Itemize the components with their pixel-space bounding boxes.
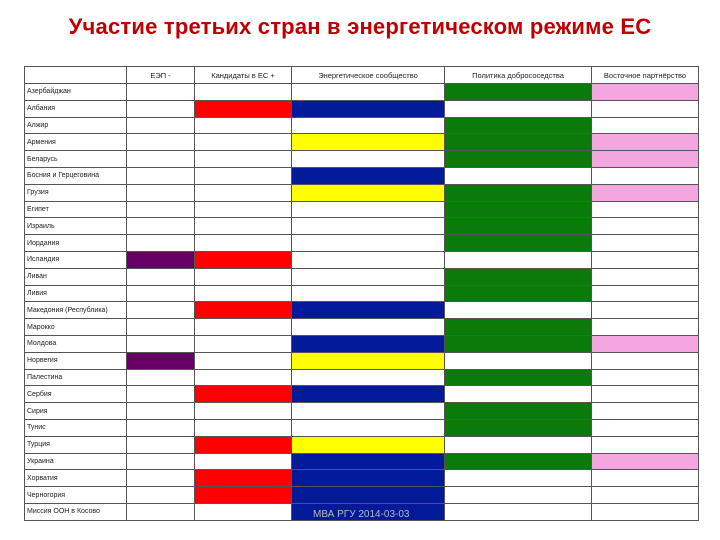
status-cell-pink bbox=[592, 84, 699, 101]
table-row bbox=[25, 151, 699, 168]
table-row bbox=[25, 335, 699, 352]
status-cell-empty bbox=[292, 251, 445, 268]
status-cell-empty bbox=[195, 184, 292, 201]
status-cell-yellow bbox=[292, 436, 445, 453]
status-cell-red bbox=[195, 100, 292, 117]
status-cell-blue bbox=[292, 100, 445, 117]
status-cell-empty bbox=[445, 470, 592, 487]
table-row bbox=[25, 117, 699, 134]
country-name: Сирия bbox=[25, 403, 127, 420]
status-cell-green bbox=[445, 453, 592, 470]
status-cell-empty bbox=[195, 167, 292, 184]
status-cell-empty bbox=[592, 100, 699, 117]
status-cell-empty bbox=[127, 436, 195, 453]
country-name: Черногория bbox=[25, 487, 127, 504]
status-cell-empty bbox=[195, 285, 292, 302]
table-row bbox=[25, 419, 699, 436]
status-cell-blue bbox=[292, 487, 445, 504]
table-row bbox=[25, 167, 699, 184]
country-name: Босния и Герцеговина bbox=[25, 167, 127, 184]
status-cell-empty bbox=[592, 302, 699, 319]
country-name: Ливия bbox=[25, 285, 127, 302]
status-cell-empty bbox=[195, 218, 292, 235]
country-name: Норвегия bbox=[25, 352, 127, 369]
status-cell-empty bbox=[445, 302, 592, 319]
country-name: Исландия bbox=[25, 251, 127, 268]
status-cell-empty bbox=[127, 167, 195, 184]
status-cell-empty bbox=[127, 218, 195, 235]
status-cell-empty bbox=[445, 352, 592, 369]
status-cell-pink bbox=[592, 184, 699, 201]
status-cell-empty bbox=[592, 117, 699, 134]
status-cell-yellow bbox=[292, 184, 445, 201]
country-name: Армения bbox=[25, 134, 127, 151]
status-cell-empty bbox=[592, 487, 699, 504]
status-cell-empty bbox=[592, 403, 699, 420]
table-row bbox=[25, 100, 699, 117]
country-name: Египет bbox=[25, 201, 127, 218]
status-cell-green bbox=[445, 201, 592, 218]
table-row bbox=[25, 470, 699, 487]
status-cell-empty bbox=[127, 319, 195, 336]
status-cell-empty bbox=[195, 201, 292, 218]
status-cell-empty bbox=[127, 470, 195, 487]
country-name: Беларусь bbox=[25, 151, 127, 168]
status-cell-empty bbox=[592, 503, 699, 520]
table-row bbox=[25, 487, 699, 504]
status-cell-empty bbox=[195, 403, 292, 420]
table-row bbox=[25, 235, 699, 252]
status-cell-yellow bbox=[292, 352, 445, 369]
status-cell-empty bbox=[292, 419, 445, 436]
status-cell-empty bbox=[195, 503, 292, 520]
status-cell-empty bbox=[127, 134, 195, 151]
status-cell-empty bbox=[127, 151, 195, 168]
status-cell-blue bbox=[292, 386, 445, 403]
status-cell-empty bbox=[592, 167, 699, 184]
country-name: Ливан bbox=[25, 268, 127, 285]
status-cell-pink bbox=[592, 151, 699, 168]
status-cell-empty bbox=[292, 201, 445, 218]
table-row bbox=[25, 268, 699, 285]
status-cell-green bbox=[445, 117, 592, 134]
participation-table bbox=[24, 66, 699, 521]
status-cell-empty bbox=[195, 453, 292, 470]
status-cell-empty bbox=[127, 487, 195, 504]
status-cell-blue bbox=[292, 335, 445, 352]
table-row bbox=[25, 403, 699, 420]
column-header: Энергетическое сообщество bbox=[292, 67, 445, 84]
status-cell-empty bbox=[445, 251, 592, 268]
status-cell-yellow bbox=[292, 134, 445, 151]
status-cell-empty bbox=[127, 419, 195, 436]
table-header-row bbox=[25, 67, 699, 84]
country-name: Алжир bbox=[25, 117, 127, 134]
status-cell-green bbox=[445, 184, 592, 201]
country-name: Иордания bbox=[25, 235, 127, 252]
country-name: Молдова bbox=[25, 335, 127, 352]
status-cell-blue bbox=[292, 453, 445, 470]
table-row bbox=[25, 218, 699, 235]
status-cell-pink bbox=[592, 134, 699, 151]
status-cell-empty bbox=[195, 335, 292, 352]
table-row bbox=[25, 251, 699, 268]
table-body bbox=[25, 84, 699, 521]
table-row bbox=[25, 352, 699, 369]
country-name: Палестина bbox=[25, 369, 127, 386]
status-cell-green bbox=[445, 151, 592, 168]
status-cell-empty bbox=[195, 151, 292, 168]
status-cell-empty bbox=[127, 84, 195, 101]
column-header: Политика добрососедства bbox=[445, 67, 592, 84]
status-cell-empty bbox=[195, 117, 292, 134]
country-name: Грузия bbox=[25, 184, 127, 201]
status-cell-empty bbox=[592, 268, 699, 285]
status-cell-empty bbox=[445, 386, 592, 403]
status-cell-pink bbox=[592, 453, 699, 470]
status-cell-empty bbox=[127, 453, 195, 470]
status-cell-empty bbox=[292, 268, 445, 285]
status-cell-empty bbox=[127, 100, 195, 117]
status-cell-empty bbox=[445, 436, 592, 453]
status-cell-empty bbox=[127, 403, 195, 420]
country-name: Хорватия bbox=[25, 470, 127, 487]
table-row bbox=[25, 285, 699, 302]
status-cell-empty bbox=[292, 218, 445, 235]
country-name: Украина bbox=[25, 453, 127, 470]
status-cell-blue bbox=[292, 302, 445, 319]
status-cell-empty bbox=[127, 285, 195, 302]
country-name: Марокко bbox=[25, 319, 127, 336]
status-cell-green bbox=[445, 285, 592, 302]
status-cell-empty bbox=[592, 251, 699, 268]
status-cell-red bbox=[195, 251, 292, 268]
status-cell-empty bbox=[127, 386, 195, 403]
status-cell-empty bbox=[195, 419, 292, 436]
status-cell-empty bbox=[127, 335, 195, 352]
status-cell-empty bbox=[292, 369, 445, 386]
status-cell-empty bbox=[445, 100, 592, 117]
status-cell-empty bbox=[592, 419, 699, 436]
status-cell-purple bbox=[127, 352, 195, 369]
status-cell-green bbox=[445, 403, 592, 420]
status-cell-empty bbox=[127, 201, 195, 218]
status-cell-green bbox=[445, 84, 592, 101]
status-cell-empty bbox=[127, 268, 195, 285]
status-cell-empty bbox=[592, 235, 699, 252]
status-cell-empty bbox=[592, 218, 699, 235]
country-name: Турция bbox=[25, 436, 127, 453]
status-cell-red bbox=[195, 302, 292, 319]
table-row bbox=[25, 386, 699, 403]
status-cell-empty bbox=[592, 352, 699, 369]
status-cell-empty bbox=[127, 235, 195, 252]
status-cell-red bbox=[195, 487, 292, 504]
table-row bbox=[25, 319, 699, 336]
table-row bbox=[25, 436, 699, 453]
status-cell-green bbox=[445, 335, 592, 352]
table-row bbox=[25, 302, 699, 319]
status-cell-empty bbox=[292, 151, 445, 168]
status-cell-green bbox=[445, 134, 592, 151]
status-cell-empty bbox=[292, 235, 445, 252]
status-cell-purple bbox=[127, 251, 195, 268]
country-name: Сербия bbox=[25, 386, 127, 403]
status-cell-empty bbox=[592, 386, 699, 403]
status-cell-blue bbox=[292, 167, 445, 184]
status-cell-empty bbox=[445, 503, 592, 520]
status-cell-red bbox=[195, 386, 292, 403]
table-row bbox=[25, 201, 699, 218]
status-cell-empty bbox=[592, 285, 699, 302]
status-cell-green bbox=[445, 268, 592, 285]
status-cell-empty bbox=[127, 184, 195, 201]
status-cell-red bbox=[195, 470, 292, 487]
country-name: Миссия ООН в Косово bbox=[25, 503, 127, 520]
column-header: ЕЭП - bbox=[127, 67, 195, 84]
status-cell-empty bbox=[127, 117, 195, 134]
status-cell-empty bbox=[195, 268, 292, 285]
status-cell-red bbox=[195, 436, 292, 453]
country-name: Израиль bbox=[25, 218, 127, 235]
status-cell-empty bbox=[592, 201, 699, 218]
status-cell-empty bbox=[195, 369, 292, 386]
country-name: Албания bbox=[25, 100, 127, 117]
status-cell-empty bbox=[445, 167, 592, 184]
status-cell-empty bbox=[195, 84, 292, 101]
status-cell-empty bbox=[127, 302, 195, 319]
status-cell-empty bbox=[292, 84, 445, 101]
status-cell-green bbox=[445, 235, 592, 252]
status-cell-empty bbox=[292, 319, 445, 336]
column-header: Восточное партнёрство bbox=[592, 67, 699, 84]
table-row bbox=[25, 184, 699, 201]
status-cell-empty bbox=[592, 369, 699, 386]
status-cell-empty bbox=[292, 403, 445, 420]
table-row bbox=[25, 84, 699, 101]
status-cell-empty bbox=[592, 436, 699, 453]
status-cell-empty bbox=[292, 285, 445, 302]
status-cell-empty bbox=[592, 470, 699, 487]
status-cell-empty bbox=[195, 235, 292, 252]
status-cell-empty bbox=[127, 369, 195, 386]
country-name: Македония (Республика) bbox=[25, 302, 127, 319]
status-cell-green bbox=[445, 369, 592, 386]
table-row bbox=[25, 134, 699, 151]
status-cell-blue bbox=[292, 470, 445, 487]
status-cell-green bbox=[445, 218, 592, 235]
country-column-header bbox=[25, 67, 127, 84]
status-cell-empty bbox=[292, 117, 445, 134]
column-header: Кандидаты в ЕС + bbox=[195, 67, 292, 84]
table-row bbox=[25, 453, 699, 470]
status-cell-empty bbox=[445, 487, 592, 504]
country-name: Азербайджан bbox=[25, 84, 127, 101]
footer-note: МВА РГУ 2014-03-03 bbox=[313, 509, 410, 520]
status-cell-empty bbox=[592, 319, 699, 336]
table-row bbox=[25, 369, 699, 386]
status-cell-empty bbox=[127, 503, 195, 520]
page-title: Участие третьих стран в энергетическом режиме ЕС bbox=[68, 14, 652, 39]
status-cell-green bbox=[445, 419, 592, 436]
status-cell-green bbox=[445, 319, 592, 336]
status-cell-empty bbox=[195, 134, 292, 151]
country-name: Тунис bbox=[25, 419, 127, 436]
status-cell-pink bbox=[592, 335, 699, 352]
status-cell-empty bbox=[195, 319, 292, 336]
status-cell-empty bbox=[195, 352, 292, 369]
